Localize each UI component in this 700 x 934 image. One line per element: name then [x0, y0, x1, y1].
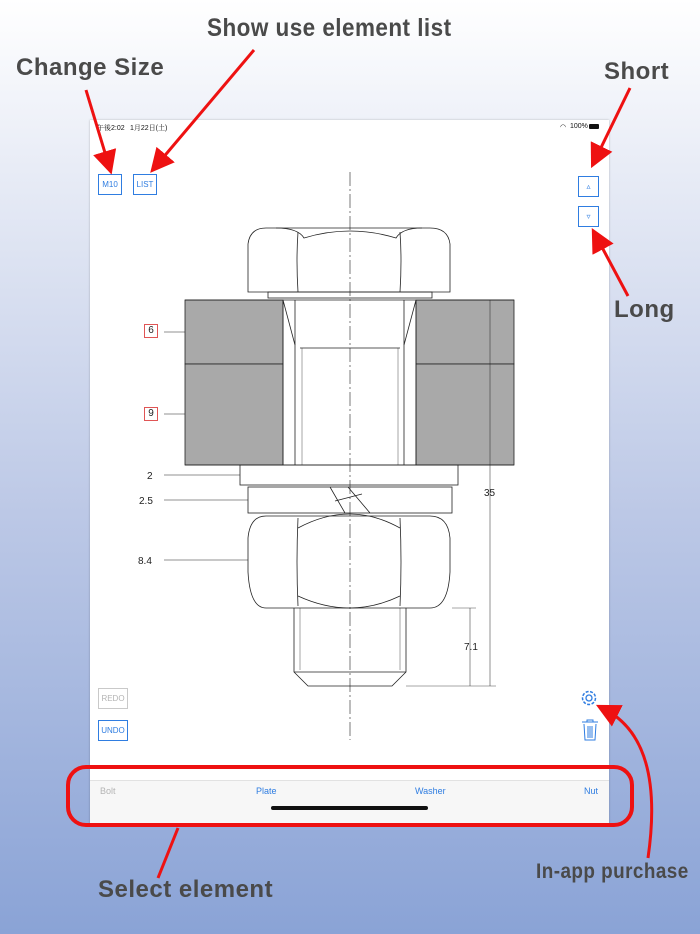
callout-change-size: Change Size [16, 54, 165, 81]
arrow-show-list [156, 50, 254, 166]
plate-upper-thickness[interactable]: 6 [144, 324, 158, 338]
redo-button[interactable]: REDO [98, 688, 128, 709]
plate-lower-thickness[interactable]: 9 [144, 407, 158, 421]
callout-short: Short [604, 58, 670, 85]
tab-plate[interactable]: Plate [256, 786, 277, 796]
protrusion-label: 7.1 [464, 642, 478, 653]
wifi-icon: ◠ [560, 124, 567, 131]
grip-length-label: 35 [484, 488, 496, 499]
list-button[interactable]: LIST [133, 174, 157, 195]
tab-bolt[interactable]: Bolt [100, 786, 116, 796]
callout-select-element: Select element [98, 876, 274, 903]
status-time: 午後2:02 [97, 125, 125, 132]
callout-in-app-purchase: In-app purchase [536, 860, 689, 883]
arrow-long [596, 236, 628, 296]
nut-label: 8.4 [138, 556, 152, 567]
arrow-select-element [158, 828, 178, 878]
washer-1-label: 2 [147, 471, 153, 482]
size-button[interactable]: M10 [98, 174, 122, 195]
arrow-in-app-purchase [604, 709, 652, 858]
arrow-change-size [86, 90, 109, 166]
tab-nut[interactable]: Nut [584, 786, 599, 796]
short-button[interactable]: ▵ [578, 176, 599, 197]
long-button[interactable]: ▿ [578, 206, 599, 227]
status-battery: 100% [570, 123, 588, 130]
callout-long: Long [614, 296, 675, 323]
undo-button[interactable]: UNDO [98, 720, 128, 741]
washer-2-label: 2.5 [139, 496, 153, 507]
arrow-short [595, 88, 630, 160]
callout-show-list: Show use element list [207, 14, 452, 42]
tab-bar-highlight [68, 767, 632, 825]
tab-washer[interactable]: Washer [415, 786, 446, 796]
status-date: 1月22日(土) [130, 125, 168, 132]
